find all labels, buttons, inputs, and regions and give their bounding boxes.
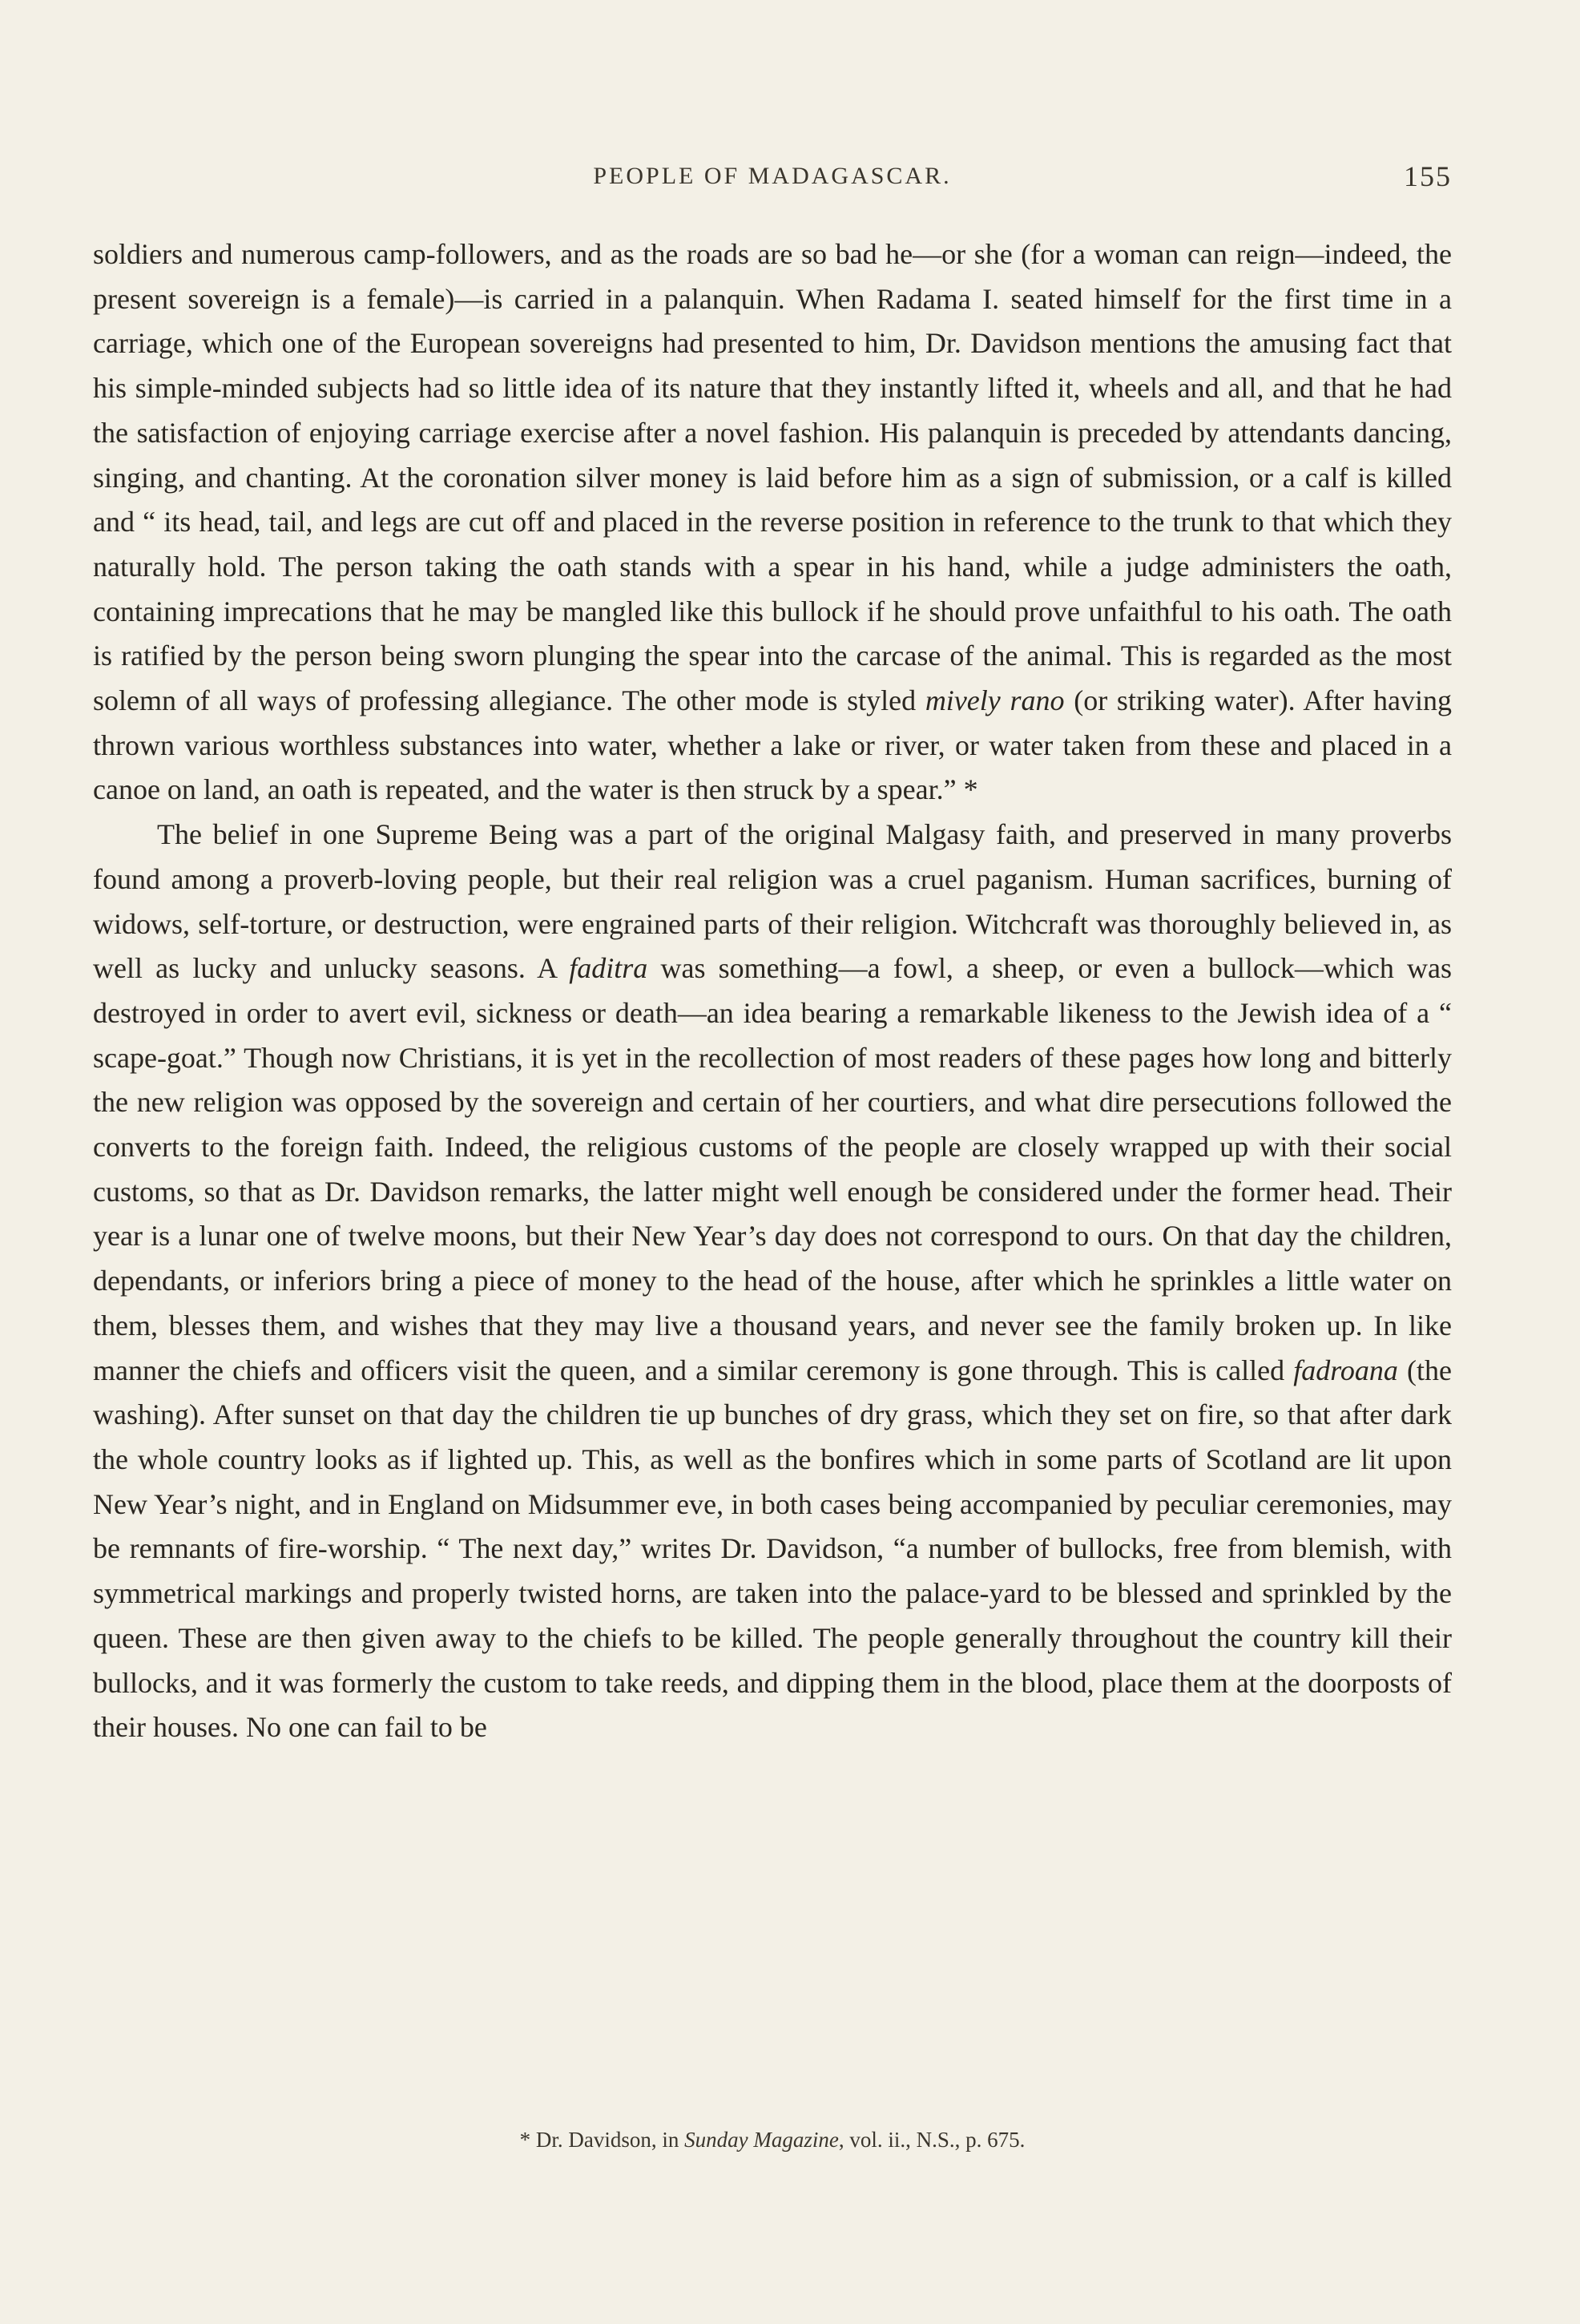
paragraph-1-text-a: soldiers and numerous camp-followers, and as the roads are so bad he—or she (for a woman can reign—indeed, the present sovereign is a female)—is carried in a palanquin. When Radama I. seated himself for the first time in a carriage, which one of the European sovereigns had presented to him, Dr. Davidson mentions the amusing fact that his simple-minded subjects had so little idea of its nature that they instantly lifted it, wheels and all, and that he had the satisfaction of enjoying carriage exercise after a novel fashion. His palanquin is preceded by attendants dancing, singing, and chanting. At the coronation silver money is laid before him as a sign of submission, or a calf is killed and “ its head, tail, and legs are cut off and placed in the reverse position in reference to the trunk to that which they naturally hold. The person taking the oath stands with a spear in his hand, while a judge administers the oath, containing imprecations that he may be mangled like this bullock if he should prove unfaithful to his oath. The oath is ratified by the person being sworn plunging the spear into the carcase of the animal. This is regarded as the most solemn of all ways of professing allegiance. The other mode is styled xyxy=(93,238,1452,717)
footnote-text-b: , vol. ii., N.S., p. 675. xyxy=(838,2128,1026,2152)
page-number: 155 xyxy=(1404,160,1452,192)
footnote xyxy=(93,2124,1452,2156)
paragraph-2-text-b: was something—a fowl, a sheep, or even a bullock—which was destroyed in order to avert evil, sickness or death—an idea bearing a remarkable likeness to the Jewish idea of a “ scape-goat.” Though now Christians, it is yet in the recollection of most readers of these pages how long and bitterly the new religion was opposed by the sovereign and certain of her courtiers, and what dire persecutions followed the converts to the foreign faith. Indeed, the religious customs of the people are closely wrapped up with their social customs, so that as Dr. Davidson remarks, the latter might well enough be considered under the former head. Their year is a lunar one of twelve moons, but their New Year’s day does not correspond to ours. On that day the children, dependants, or inferiors bring a piece of money to the head of the house, after which he sprinkles a little water on them, blesses them, and wishes that they may live a thousand years, and never see the family broken up. In like manner the chiefs and officers visit the queen, and a similar ceremony is gone through. This is called xyxy=(93,952,1452,1386)
paragraph-1-text-b: (or striking water). After having thrown various worthless substances into water, whether a lake or river, or water taken from these and placed in a canoe on land, an oath is repeated, and the water is then struck by a spear.” * xyxy=(93,684,1452,806)
paragraph-2-text-a: The belief in one Supreme Being was a part of the original Malgasy faith, and preserved in many proverbs found among a proverb-loving people, but their real religion was a cruel paganism. Human sacrifices, burning of widows, self-torture, or destruction, were engrained parts of their religion. Witchcraft was thoroughly believed in, as well as lucky and unlucky seasons. A xyxy=(93,818,1452,985)
running-head: PEOPLE OF MADAGASCAR. xyxy=(593,163,952,189)
footnote-source: Sunday Magazine xyxy=(684,2128,839,2152)
footnote-text-a: * Dr. Davidson, in xyxy=(519,2128,685,2152)
paragraph-1 xyxy=(93,232,1452,813)
paragraph-2 xyxy=(93,813,1452,1750)
italic-term-faditra: faditra xyxy=(569,952,648,985)
italic-term-fadroana: fadroana xyxy=(1293,1354,1398,1386)
italic-term-mively-rano: mively rano xyxy=(925,684,1065,717)
paragraph-2-text-c: (the washing). After sunset on that day the children tie up bunches of dry grass, which they set on fire, so that after dark the whole country looks as if lighted up. This, as well as the bonfires which in some parts of Scotland are lit upon New Year’s night, and in England on Midsummer eve, in both cases being accompanied by peculiar ceremonies, may be remnants of fire-worship. “ The next day,” writes Dr. Davidson, “a number of bullocks, free from blemish, with symmetrical markings and properly twisted horns, are taken into the palace-yard to be blessed and sprinkled by the queen. These are then given away to the chiefs to be killed. The people generally throughout the country kill their bullocks, and it was formerly the custom to take reeds, and dipping them in the blood, place them at the doorposts of their houses. No one can fail to be xyxy=(93,1354,1453,1744)
body-text xyxy=(93,232,1452,1750)
page-header xyxy=(93,159,1452,194)
